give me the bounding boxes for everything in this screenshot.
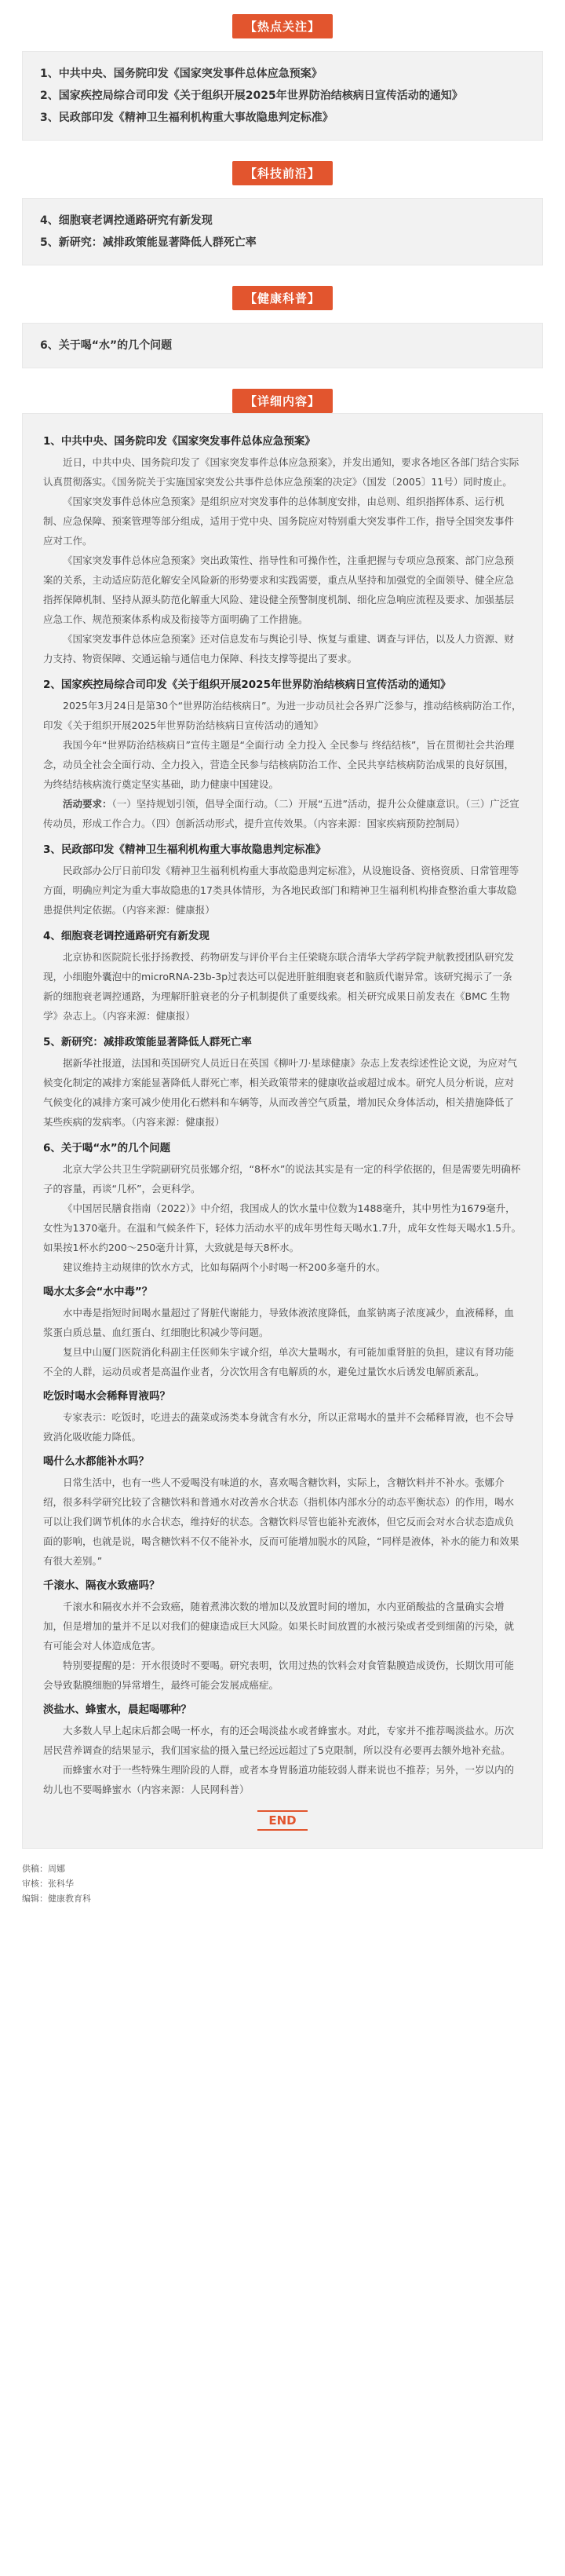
list-item[interactable]: 4、细胞衰老调控通路研究有新发现: [40, 214, 213, 227]
subheading: 吃饭时喝水会稀释胃液吗？: [43, 1390, 170, 1403]
paragraph: 千滚水和隔夜水并不会致癌，随着煮沸次数的增加以及放置时间的增加，水内亚硝酸盐的含量确实会增加，但是增加的量并不足以对我们的健康造成巨大风险。如果长时间放置的水被污染或者受到细菌的污染，就有可能会对人体造成危害。: [43, 1601, 515, 1652]
paragraph: 日常生活中，也有一些人不爱喝没有味道的水，喜欢喝含糖饮料，实际上，含糖饮料并不补水。张娜介绍，很多科学研究比较了含糖饮料和普通水对改善水合状态（指机体内部水分的动态平衡状态）的作用，喝水可以让我们调节机体的水合状态，维持好的状态。含糖饮料尽管也能补充液体，但它反而会对水合状态造成负面的影响，也就是说，喝含糖饮料不仅不能补水，反而可能增加脱水的风险，“同样是液体，补水的能力和效果有很大差别。”: [43, 1476, 519, 1567]
subheading: 淡盐水、蜂蜜水，晨起喝哪种？: [43, 1703, 191, 1716]
section-title-hot: 【热点关注】: [232, 14, 333, 38]
paragraph: 专家表示：吃饭时，吃进去的蔬菜或汤类本身就含有水分，所以正常喝水的量并不会稀释胃液，也不会导致消化吸收能力降低。: [43, 1411, 515, 1443]
paragraph: 据新华社报道，法国和英国研究人员近日在英国《柳叶刀·星球健康》杂志上发表综述性论文说，为应对气候变化制定的减排方案能显著降低人群死亡率，相关政策带来的健康收益或超过成本。研究人员分析说，应对气候变化的减排方案可减少使用化石燃料和车辆等，从而改善空气质量，增加民众身体活动，相关措施降低了某些疾病的发病率。（内容来源：健康报）: [43, 1057, 517, 1128]
section-header-detail: [0, 389, 565, 413]
paragraph: 而蜂蜜水对于一些特殊生理阶段的人群，或者本身胃肠道功能较弱人群来说也不推荐；另外，一岁以内的幼儿也不要喝蜂蜜水（内容来源：人民网科普）: [43, 1764, 515, 1795]
credit-editor: 编辑：健康教育科: [22, 1894, 91, 1904]
paragraph: 《国家突发事件总体应急预案》突出政策性、指导性和可操作性，注重把握与专项应急预案、部门应急预案的关系，主动适应防范化解安全风险新的形势要求和实践需要，重点从坚持和加强党的全面领导、健全应急指挥保障机制、坚持从源头防范化解重大风险、建设健全预警制度机制、细化应急响应流程及要求、加强基层应急工作、规范预案体系构成及衔接等方面明确了工作措施。: [43, 554, 515, 625]
end-label: END: [257, 1810, 307, 1831]
subheading: 千滚水、隔夜水致癌吗？: [43, 1579, 160, 1592]
paragraph: 大多数人早上起床后都会喝一杯水，有的还会喝淡盐水或者蜂蜜水。对此，专家并不推荐喝淡盐水。历次居民营养调查的结果显示，我们国家盐的摄入量已经远远超过了5克限制，所以没有必要再去额外地补充盐。: [43, 1725, 515, 1756]
credits: [22, 1861, 543, 1906]
paragraph: 《国家突发事件总体应急预案》是组织应对突发事件的总体制度安排，由总则、组织指挥体系、运行机制、应急保障、预案管理等部分组成，适用于党中央、国务院应对特别重大突发事件工作，指导全国突发事件应对工作。: [43, 496, 515, 547]
list-item[interactable]: 6、关于喝“水”的几个问题: [40, 339, 173, 352]
activity-requirements-label: 活动要求：: [63, 798, 112, 810]
section-header-health: [0, 286, 565, 310]
article-heading-2: 2、国家疾控局综合司印发《关于组织开展2025年世界防治结核病日宣传活动的通知》: [43, 679, 451, 691]
hot-topics-list: [22, 51, 543, 141]
list-item[interactable]: 1、中共中央、国务院印发《国家突发事件总体应急预案》: [40, 68, 323, 80]
tech-topics-list: [22, 198, 543, 265]
section-header-tech: [0, 161, 565, 185]
credit-supplier: 供稿：周娜: [22, 1864, 65, 1874]
article-heading-6: 6、关于喝“水”的几个问题: [43, 1142, 171, 1154]
paragraph: 建议维持主动规律的饮水方式，比如每隔两个小时喝一杯200多毫升的水。: [63, 1261, 386, 1273]
health-topics-list: [22, 323, 543, 368]
section-header-hot: [0, 0, 565, 38]
list-item[interactable]: 3、民政部印发《精神卫生福利机构重大事故隐患判定标准》: [40, 112, 334, 124]
article-heading-1: 1、中共中央、国务院印发《国家突发事件总体应急预案》: [43, 435, 315, 448]
paragraph: 《中国居民膳食指南（2022）》中介绍，我国成人的饮水量中位数为1488毫升，其中男性为1679毫升，女性为1370毫升。在温和气候条件下，轻体力活动水平的成年男性每天喝水1.7升，成年女性每天喝水1.5升。如果按1杯水约200～250毫升计算，大致就是每天8杯水。: [43, 1202, 522, 1253]
activity-requirements-text: （一）坚持规划引领，倡导全面行动。（二）开展“五进”活动，提升公众健康意识。（三）广泛宣传动员，形成工作合力。（四）创新活动形式，提升宣传效果。（内容来源：国家疾病预防控制局）: [43, 798, 519, 829]
list-item[interactable]: 5、新研究：减排政策能显著降低人群死亡率: [40, 236, 257, 249]
credit-reviewer: 审核：张科华: [22, 1879, 74, 1889]
detail-content: [22, 413, 543, 1849]
paragraph: 《国家突发事件总体应急预案》还对信息发布与舆论引导、恢复与重建、调查与评估，以及人力资源、财力支持、物资保障、交通运输与通信电力保障、科技支撑等提出了要求。: [43, 633, 515, 664]
article-heading-4: 4、细胞衰老调控通路研究有新发现: [43, 930, 210, 942]
section-title-tech: 【科技前沿】: [232, 161, 333, 185]
list-item[interactable]: 2、国家疾控局综合司印发《关于组织开展2025年世界防治结核病日宣传活动的通知》: [40, 90, 463, 102]
paragraph: 复旦中山厦门医院消化科副主任医师朱宇诚介绍，单次大量喝水，有可能加重肾脏的负担，建议有肾功能不全的人群，运动员或者是高温作业者，分次饮用含有电解质的水，避免过量饮水后诱发电解质紊乱。: [43, 1346, 515, 1378]
paragraph: 民政部办公厅日前印发《精神卫生福利机构重大事故隐患判定标准》，从设施设备、资格资质、日常管理等方面，明确应判定为重大事故隐患的17类具体情形，为各地民政部门和精神卫生福利机构排查整治重大事故隐患提供判定依据。（内容来源：健康报）: [43, 865, 519, 916]
end-marker: [43, 1810, 522, 1831]
paragraph: [43, 794, 522, 833]
subheading: 喝什么水都能补水吗？: [43, 1455, 149, 1468]
article-heading-3: 3、民政部印发《精神卫生福利机构重大事故隐患判定标准》: [43, 843, 326, 856]
paragraph: 北京协和医院院长张抒扬教授、药物研发与评价平台主任梁晓东联合清华大学药学院尹航教授团队研究发现，小细胞外囊泡中的microRNA-23b-3p过表达可以促进肝脏细胞衰老和脑质代谢异常。该研究揭示了一条新的细胞衰老调控通路，为理解肝脏衰老的分子机制提供了重要线索。相关研究成果日前发表在《BMC 生物学》杂志上。（内容来源：健康报）: [43, 951, 515, 1022]
paragraph: 水中毒是指短时间喝水量超过了肾脏代谢能力，导致体液浓度降低，血浆钠离子浓度减少，血液稀释，血浆蛋白质总量、血红蛋白、红细胞比积减少等问题。: [43, 1307, 515, 1338]
paragraph: 我国今年“世界防治结核病日”宣传主题是“全面行动 全力投入 全民参与 终结结核”，旨在贯彻社会共治理念，动员全社会全面行动、全力投入，营造全民参与结核病防治工作、全民共享结核病防治成果的良好氛围，为终结结核病流行奠定坚实基础，助力健康中国建设。: [43, 739, 515, 790]
paragraph: 2025年3月24日是第30个“世界防治结核病日”。为进一步动员社会各界广泛参与，推动结核病防治工作，印发《关于组织开展2025年世界防治结核病日宣传活动的通知》: [43, 700, 522, 731]
paragraph: 特别要提醒的是：开水很烫时不要喝。研究表明，饮用过热的饮料会对食管黏膜造成烫伤，长期饮用可能会导致黏膜细胞的异常增生，最终可能会发展成癌症。: [43, 1659, 515, 1691]
section-title-detail: 【详细内容】: [232, 389, 333, 413]
paragraph: 北京大学公共卫生学院副研究员张娜介绍，“8杯水”的说法其实是有一定的科学依据的，但是需要先明确杯子的容量，再谈“几杯”，会更科学。: [43, 1163, 521, 1195]
paragraph: 近日，中共中央、国务院印发了《国家突发事件总体应急预案》，并发出通知，要求各地区各部门结合实际认真贯彻落实。《国务院关于实施国家突发公共事件总体应急预案的决定》（国发〔2005〕11号）同时废止。: [43, 456, 519, 488]
article-heading-5: 5、新研究：减排政策能显著降低人群死亡率: [43, 1036, 252, 1048]
section-title-health: 【健康科普】: [232, 286, 333, 310]
subheading: 喝水太多会“水中毒”？: [43, 1286, 153, 1298]
